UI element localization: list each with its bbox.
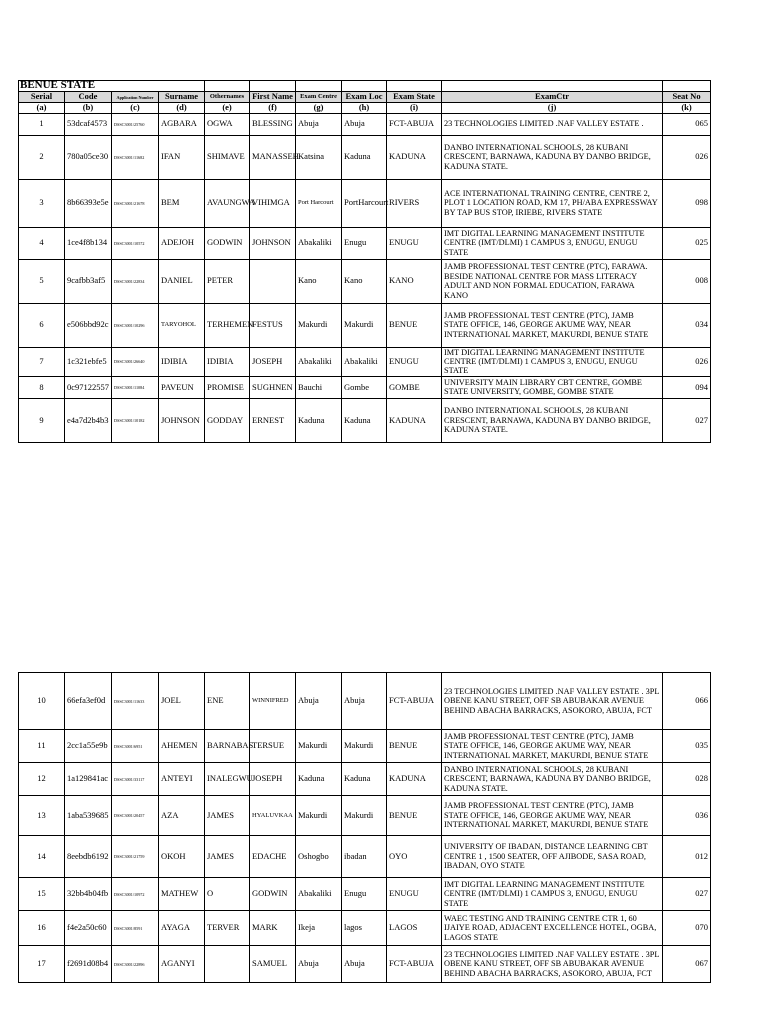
- cell-loc: Kaduna: [342, 135, 387, 179]
- cell-firstname: GODWIN: [250, 878, 296, 911]
- table-row: [19, 796, 711, 836]
- cell-othernames: BARNABAS: [205, 730, 250, 763]
- header-serial: Serial: [19, 92, 65, 103]
- cell-serial: 6: [19, 303, 65, 347]
- cell-app: DSSC3001/26640: [112, 347, 159, 376]
- table-row: [19, 259, 711, 303]
- cell-seat: 008: [663, 259, 711, 303]
- cell-state: KADUNA: [387, 763, 442, 796]
- cell-loc: Gombe: [342, 376, 387, 398]
- header-examctr: ExamCtr: [442, 92, 663, 103]
- cell-state: RIVERS: [387, 179, 442, 227]
- cell-othernames: INALEGWU: [205, 763, 250, 796]
- cell-othernames: O: [205, 878, 250, 911]
- cell-othernames: AVAUNGWA: [205, 179, 250, 227]
- cell-othernames: JAMES: [205, 796, 250, 836]
- cell-code: 1a129841ac: [65, 763, 112, 796]
- table-row: [19, 179, 711, 227]
- cell-app: DSSC3001/20457: [112, 796, 159, 836]
- cell-seat: 027: [663, 398, 711, 442]
- cell-surname: JOEL: [159, 673, 205, 730]
- cell-ctr: DANBO INTERNATIONAL SCHOOLS, 28 KUBANI CRESCENT, BARNAWA, KADUNA BY DANBO BRIDGE, KADUNA STATE.: [442, 398, 663, 442]
- cell-serial: 9: [19, 398, 65, 442]
- cell-centre: Abakaliki: [296, 227, 342, 259]
- cell-loc: Abuja: [342, 946, 387, 983]
- cell-firstname: MANASSEH: [250, 135, 296, 179]
- cell-surname: AGANYI: [159, 946, 205, 983]
- cell-centre: Makurdi: [296, 796, 342, 836]
- cell-app: DSSC3001/11682: [112, 135, 159, 179]
- cell-surname: AGBARA: [159, 113, 205, 135]
- cell-app: DSSC3001/21759: [112, 836, 159, 878]
- cell-othernames: [205, 946, 250, 983]
- table-row: [19, 227, 711, 259]
- cell-app: DSSC3001/6951: [112, 730, 159, 763]
- cell-othernames: ENE: [205, 673, 250, 730]
- cell-centre: Kano: [296, 259, 342, 303]
- cell-code: e506bbd92c: [65, 303, 112, 347]
- cell-centre: Abuja: [296, 673, 342, 730]
- cell-surname: ADEJOH: [159, 227, 205, 259]
- cell-state: BENUE: [387, 730, 442, 763]
- cell-loc: Enugu: [342, 878, 387, 911]
- letter-j: (j): [442, 103, 663, 114]
- cell-seat: 070: [663, 911, 711, 946]
- letter-g: (g): [296, 103, 342, 114]
- cell-code: 66efa3ef0d: [65, 673, 112, 730]
- cell-state: ENUGU: [387, 878, 442, 911]
- cell-seat: 098: [663, 179, 711, 227]
- cell-othernames: OGWA: [205, 113, 250, 135]
- cell-serial: 5: [19, 259, 65, 303]
- cell-othernames: JAMES: [205, 836, 250, 878]
- cell-surname: IFAN: [159, 135, 205, 179]
- cell-surname: TARYOHOL: [159, 303, 205, 347]
- cell-centre: Abuja: [296, 113, 342, 135]
- cell-seat: 012: [663, 836, 711, 878]
- cell-surname: AHEMEN: [159, 730, 205, 763]
- table-row: [19, 303, 711, 347]
- cell-app: DSSC3001/8591: [112, 911, 159, 946]
- cell-app: DSSC3001/10972: [112, 878, 159, 911]
- cell-centre: Oshogbo: [296, 836, 342, 878]
- cell-centre: Abakaliki: [296, 878, 342, 911]
- cell-firstname: BLESSING: [250, 113, 296, 135]
- cell-seat: 035: [663, 730, 711, 763]
- cell-ctr: JAMB PROFESSIONAL TEST CENTRE (PTC), JAMB STATE OFFICE, 146, GEORGE AKUME WAY, NEAR INTERNATIONAL MARKET, MAKURDI, BENUE STATE: [442, 796, 663, 836]
- cell-surname: MATHEW: [159, 878, 205, 911]
- cell-firstname: JOSEPH: [250, 347, 296, 376]
- header-exam-centre: Exam Centre: [296, 92, 342, 103]
- cell-ctr: ACE INTERNATIONAL TRAINING CENTRE, CENTRE 2, PLOT 1 LOCATION ROAD, KM 17, PH/ABA EXPRESSWAY BY TAP BUS STOP, IRIEBE, RIVERS STATE: [442, 179, 663, 227]
- cell-firstname: ERNEST: [250, 398, 296, 442]
- candidate-table-page-1: [18, 80, 711, 443]
- header-row: [19, 92, 711, 103]
- cell-othernames: GODWIN: [205, 227, 250, 259]
- cell-serial: 11: [19, 730, 65, 763]
- cell-loc: Abuja: [342, 673, 387, 730]
- cell-serial: 13: [19, 796, 65, 836]
- cell-firstname: HYALUVKAA: [250, 796, 296, 836]
- cell-state: LAGOS: [387, 911, 442, 946]
- cell-state: FCT-ABUJA: [387, 946, 442, 983]
- cell-surname: JOHNSON: [159, 398, 205, 442]
- cell-state: FCT-ABUJA: [387, 673, 442, 730]
- cell-app: DSSC3001/11633: [112, 673, 159, 730]
- cell-othernames: TERHEMEN: [205, 303, 250, 347]
- cell-surname: AYAGA: [159, 911, 205, 946]
- cell-firstname: TERSUE: [250, 730, 296, 763]
- column-letter-row: [19, 103, 711, 114]
- cell-serial: 3: [19, 179, 65, 227]
- cell-loc: Makurdi: [342, 796, 387, 836]
- cell-ctr: 23 TECHNOLOGIES LIMITED .NAF VALLEY ESTATE . 3PL OBENE KANU STREET, OFF SB ABUBAKAR AVENUE BEHIND ABACHA BARRACKS, ASOKORO, ABUJA, FCT: [442, 673, 663, 730]
- cell-ctr: 23 TECHNOLOGIES LIMITED .NAF VALLEY ESTATE .: [442, 113, 663, 135]
- cell-loc: PortHarcourt: [342, 179, 387, 227]
- cell-othernames: GODDAY: [205, 398, 250, 442]
- cell-ctr: JAMB PROFESSIONAL TEST CENTRE (PTC), FARAWA. BESIDE NATIONAL CENTRE FOR MASS LITERACY ADULT AND NON FORMAL EDUCATION, FARAWA KANO: [442, 259, 663, 303]
- cell-firstname: VIHIMGA: [250, 179, 296, 227]
- cell-othernames: PETER: [205, 259, 250, 303]
- cell-app: DSSC3001/10572: [112, 227, 159, 259]
- cell-serial: 16: [19, 911, 65, 946]
- cell-ctr: 23 TECHNOLOGIES LIMITED .NAF VALLEY ESTATE . 3PL OBENE KANU STREET, OFF SB ABUBAKAR AVENUE BEHIND ABACHA BARRACKS, ASOKORO, ABUJA, FCT: [442, 946, 663, 983]
- cell-firstname: SAMUEL: [250, 946, 296, 983]
- cell-app: DSSC3001/21678: [112, 179, 159, 227]
- cell-othernames: IDIBIA: [205, 347, 250, 376]
- cell-code: 8eebdb6192: [65, 836, 112, 878]
- cell-loc: Kaduna: [342, 763, 387, 796]
- cell-ctr: DANBO INTERNATIONAL SCHOOLS, 28 KUBANI CRESCENT, BARNAWA, KADUNA BY DANBO BRIDGE, KADUNA STATE.: [442, 135, 663, 179]
- cell-loc: Makurdi: [342, 730, 387, 763]
- letter-b: (b): [65, 103, 112, 114]
- cell-othernames: TERVER: [205, 911, 250, 946]
- cell-ctr: WAEC TESTING AND TRAINING CENTRE CTR 1, 60 IJAIYE ROAD, ADJACENT EXCELLENCE HOTEL, OGBA, LAGOS STATE: [442, 911, 663, 946]
- cell-seat: 027: [663, 878, 711, 911]
- cell-app: DSSC3001/10296: [112, 303, 159, 347]
- cell-serial: 14: [19, 836, 65, 878]
- letter-f: (f): [250, 103, 296, 114]
- cell-loc: Kano: [342, 259, 387, 303]
- table-row: [19, 911, 711, 946]
- table-row: [19, 347, 711, 376]
- cell-code: f2691d08b4: [65, 946, 112, 983]
- table-row: [19, 946, 711, 983]
- cell-seat: 026: [663, 135, 711, 179]
- cell-ctr: IMT DIGITAL LEARNING MANAGEMENT INSTITUTE CENTRE (IMT/DLMI) 1 CAMPUS 3, ENUGU, ENUGU STATE: [442, 227, 663, 259]
- cell-loc: Abuja: [342, 113, 387, 135]
- cell-surname: DANIEL: [159, 259, 205, 303]
- table-row: [19, 673, 711, 730]
- cell-seat: 036: [663, 796, 711, 836]
- cell-centre: Port Harcourt: [296, 179, 342, 227]
- cell-code: 32bb4b04fb: [65, 878, 112, 911]
- table-row: [19, 135, 711, 179]
- table-row: [19, 398, 711, 442]
- letter-k: (k): [663, 103, 711, 114]
- cell-firstname: FESTUS: [250, 303, 296, 347]
- cell-ctr: JAMB PROFESSIONAL TEST CENTRE (PTC), JAMB STATE OFFICE, 146, GEORGE AKUME WAY, NEAR INTERNATIONAL MARKET, MAKURDI, BENUE STATE: [442, 303, 663, 347]
- cell-code: 9cafbb3af5: [65, 259, 112, 303]
- cell-seat: 065: [663, 113, 711, 135]
- header-exam-state: Exam State: [387, 92, 442, 103]
- cell-state: KANO: [387, 259, 442, 303]
- table-row: [19, 836, 711, 878]
- cell-surname: ANTEYI: [159, 763, 205, 796]
- cell-firstname: JOHNSON: [250, 227, 296, 259]
- cell-state: BENUE: [387, 303, 442, 347]
- cell-firstname: WINNIFRED: [250, 673, 296, 730]
- cell-serial: 8: [19, 376, 65, 398]
- cell-serial: 4: [19, 227, 65, 259]
- cell-code: 1aba539685: [65, 796, 112, 836]
- header-first-name: First Name: [250, 92, 296, 103]
- cell-app: DSSC3001/22834: [112, 259, 159, 303]
- header-surname: Surname: [159, 92, 205, 103]
- letter-e: (e): [205, 103, 250, 114]
- letter-i: (i): [387, 103, 442, 114]
- cell-surname: AZA: [159, 796, 205, 836]
- cell-ctr: UNIVERSITY OF IBADAN, DISTANCE LEARNING CBT CENTRE 1 , 1500 SEATER, OFF AJIBODE, SASA ROAD, IBADAN, OYO STATE: [442, 836, 663, 878]
- candidate-table-page-2: [18, 672, 711, 983]
- cell-state: BENUE: [387, 796, 442, 836]
- cell-state: KADUNA: [387, 398, 442, 442]
- header-exam-loc: Exam Loc: [342, 92, 387, 103]
- table-row: [19, 763, 711, 796]
- cell-serial: 12: [19, 763, 65, 796]
- cell-state: ENUGU: [387, 347, 442, 376]
- cell-seat: 067: [663, 946, 711, 983]
- cell-surname: IDIBIA: [159, 347, 205, 376]
- cell-loc: Kaduna: [342, 398, 387, 442]
- cell-state: OYO: [387, 836, 442, 878]
- table-row: [19, 376, 711, 398]
- cell-centre: Abakaliki: [296, 347, 342, 376]
- header-application-number: Application Number: [112, 92, 159, 103]
- cell-firstname: EDACHE: [250, 836, 296, 878]
- cell-loc: Enugu: [342, 227, 387, 259]
- table-row: [19, 878, 711, 911]
- cell-app: DSSC3001/10182: [112, 398, 159, 442]
- cell-serial: 15: [19, 878, 65, 911]
- cell-ctr: UNIVERSITY MAIN LIBRARY CBT CENTRE, GOMBE STATE UNIVERSITY, GOMBE, GOMBE STATE: [442, 376, 663, 398]
- cell-centre: Makurdi: [296, 303, 342, 347]
- table-row: [19, 113, 711, 135]
- cell-loc: ibadan: [342, 836, 387, 878]
- cell-surname: PAVEUN: [159, 376, 205, 398]
- cell-app: DSSC3001/25760: [112, 113, 159, 135]
- cell-code: 1c321ebfe5: [65, 347, 112, 376]
- cell-serial: 1: [19, 113, 65, 135]
- cell-centre: Bauchi: [296, 376, 342, 398]
- cell-firstname: SUGHNEN: [250, 376, 296, 398]
- cell-loc: lagos: [342, 911, 387, 946]
- cell-firstname: [250, 259, 296, 303]
- cell-serial: 10: [19, 673, 65, 730]
- cell-code: 0c97122557: [65, 376, 112, 398]
- cell-loc: Makurdi: [342, 303, 387, 347]
- cell-firstname: JOSEPH: [250, 763, 296, 796]
- cell-code: 8b66393e5e: [65, 179, 112, 227]
- cell-ctr: DANBO INTERNATIONAL SCHOOLS, 28 KUBANI CRESCENT, BARNAWA, KADUNA BY DANBO BRIDGE, KADUNA STATE.: [442, 763, 663, 796]
- table-row: [19, 730, 711, 763]
- cell-seat: 034: [663, 303, 711, 347]
- cell-serial: 17: [19, 946, 65, 983]
- state-title: BENUE STATE: [19, 81, 205, 92]
- cell-code: 780a05ce30: [65, 135, 112, 179]
- cell-code: 2cc1a55e9b: [65, 730, 112, 763]
- cell-code: e4a7d2b4b3: [65, 398, 112, 442]
- cell-state: FCT-ABUJA: [387, 113, 442, 135]
- cell-state: KADUNA: [387, 135, 442, 179]
- cell-state: GOMBE: [387, 376, 442, 398]
- cell-surname: BEM: [159, 179, 205, 227]
- header-othernames: Othernames: [205, 92, 250, 103]
- cell-centre: Makurdi: [296, 730, 342, 763]
- cell-centre: Ikeja: [296, 911, 342, 946]
- letter-h: (h): [342, 103, 387, 114]
- cell-othernames: SHIMAVE: [205, 135, 250, 179]
- header-seat-no: Seat No: [663, 92, 711, 103]
- letter-d: (d): [159, 103, 205, 114]
- cell-seat: 026: [663, 347, 711, 376]
- cell-firstname: MARK: [250, 911, 296, 946]
- cell-state: ENUGU: [387, 227, 442, 259]
- cell-app: DSSC3001/22896: [112, 946, 159, 983]
- cell-surname: OKOH: [159, 836, 205, 878]
- cell-seat: 028: [663, 763, 711, 796]
- cell-centre: Kaduna: [296, 398, 342, 442]
- cell-serial: 7: [19, 347, 65, 376]
- header-code: Code: [65, 92, 112, 103]
- letter-c: (c): [112, 103, 159, 114]
- cell-app: DSSC3001/33117: [112, 763, 159, 796]
- cell-loc: Abakaliki: [342, 347, 387, 376]
- letter-a: (a): [19, 103, 65, 114]
- cell-seat: 025: [663, 227, 711, 259]
- cell-code: f4e2a50c60: [65, 911, 112, 946]
- cell-ctr: IMT DIGITAL LEARNING MANAGEMENT INSTITUTE CENTRE (IMT/DLMI) 1 CAMPUS 3, ENUGU, ENUGU STATE: [442, 878, 663, 911]
- cell-seat: 066: [663, 673, 711, 730]
- cell-centre: Abuja: [296, 946, 342, 983]
- cell-othernames: PROMISE: [205, 376, 250, 398]
- cell-ctr: JAMB PROFESSIONAL TEST CENTRE (PTC), JAMB STATE OFFICE, 146, GEORGE AKUME WAY, NEAR INTERNATIONAL MARKET, MAKURDI, BENUE STATE: [442, 730, 663, 763]
- cell-app: DSSC3001/11084: [112, 376, 159, 398]
- cell-centre: Katsina: [296, 135, 342, 179]
- cell-code: 1ce4f8b134: [65, 227, 112, 259]
- cell-ctr: IMT DIGITAL LEARNING MANAGEMENT INSTITUTE CENTRE (IMT/DLMI) 1 CAMPUS 3, ENUGU, ENUGU STATE: [442, 347, 663, 376]
- cell-seat: 094: [663, 376, 711, 398]
- cell-code: 53dcaf4573: [65, 113, 112, 135]
- cell-centre: Kaduna: [296, 763, 342, 796]
- cell-serial: 2: [19, 135, 65, 179]
